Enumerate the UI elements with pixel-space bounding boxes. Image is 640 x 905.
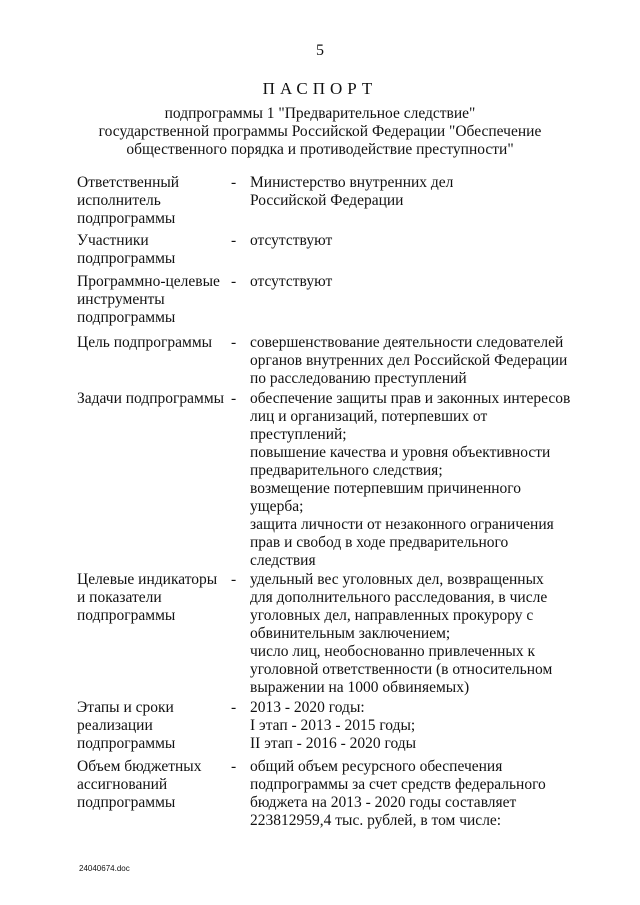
row-value (250, 571, 570, 697)
file-name-footer: 24040674.doc (79, 864, 130, 873)
row-value-line: общий объем ресурсного обеспечения (250, 758, 503, 775)
row-value-line: выражении на 1000 обвиняемых) (250, 679, 470, 696)
row-value-line: органов внутренних дел Российской Федерации (250, 352, 568, 369)
subtitle-line: государственной программы Российской Федерации "Обеспечение (98, 123, 542, 140)
row-label-line: подпрограммы (77, 210, 176, 227)
row-value-line: преступлений; (250, 426, 347, 443)
row-value-line: лиц и организаций, потерпевших от (250, 408, 488, 425)
row-label-line: Целевые индикаторы (77, 571, 218, 588)
row-label-line: Программно-целевые (77, 273, 220, 290)
row-value-line: ущерба; (250, 498, 304, 515)
row-label-line: Объем бюджетных (77, 758, 202, 775)
row-dash: - (231, 273, 237, 290)
row-dash: - (231, 232, 237, 249)
row-dash: - (231, 571, 237, 588)
row-value-line: 223812959,4 тыс. рублей, в том числе: (250, 812, 502, 829)
row-label-line: ассигнований (77, 776, 168, 793)
row-label-line: и показатели (77, 589, 162, 606)
subtitle-line: подпрограммы 1 "Предварительное следствие" (164, 105, 476, 122)
row-value (250, 758, 570, 830)
row-label-line: Задачи подпрограммы (77, 390, 225, 407)
row-value-line: обвинительным заключением; (250, 625, 451, 642)
row-value-line: повышение качества и уровня объективности (250, 444, 551, 461)
row-value (250, 174, 570, 210)
row-label (77, 174, 227, 228)
row-label-line: подпрограммы (77, 735, 176, 752)
row-value-line: следствия (250, 552, 316, 569)
row-label-line: Цель подпрограммы (77, 334, 213, 351)
row-label-line: подпрограммы (77, 607, 176, 624)
row-label (77, 273, 227, 327)
row-label-line: подпрограммы (77, 250, 176, 267)
row-value-line: Министерство внутренних дел (250, 174, 454, 191)
row-value (250, 334, 570, 388)
row-label (77, 571, 227, 625)
row-value-line: уголовной ответственности (в относительном (250, 661, 553, 678)
row-value-line: совершенствование деятельности следователей (250, 334, 564, 351)
document-subtitle (60, 105, 580, 159)
row-label-line: Ответственный (77, 174, 180, 191)
row-label-line: подпрограммы (77, 794, 176, 811)
row-value-line: защита личности от незаконного ограничения (250, 516, 554, 533)
row-label (77, 232, 227, 268)
row-label (77, 334, 227, 352)
row-value-line: предварительного следствия; (250, 462, 443, 479)
row-value-line: подпрограммы за счет средств федерального (250, 776, 546, 793)
row-value-line: отсутствуют (250, 232, 333, 249)
row-label (77, 758, 227, 812)
row-dash: - (231, 390, 237, 407)
row-value-line: по расследованию преступлений (250, 370, 467, 387)
row-value-line: для дополнительного расследования, в числе (250, 589, 548, 606)
row-value (250, 699, 570, 753)
row-dash: - (231, 758, 237, 775)
row-label (77, 390, 227, 408)
row-value-line: 2013 - 2020 годы: (250, 699, 365, 716)
row-value (250, 390, 570, 570)
row-value-line: Российской Федерации (250, 192, 404, 209)
row-dash: - (231, 174, 237, 191)
row-dash: - (231, 334, 237, 351)
row-value-line: число лиц, необоснованно привлеченных к (250, 643, 536, 660)
row-label-line: исполнитель (77, 192, 161, 209)
row-value-line: II этап - 2016 - 2020 годы (250, 735, 417, 752)
row-value-line: возмещение потерпевшим причиненного (250, 480, 522, 497)
row-value-line: отсутствуют (250, 273, 333, 290)
row-value-line: обеспечение защиты прав и законных интересов (250, 390, 571, 407)
row-dash: - (231, 699, 237, 716)
row-label-line: Этапы и сроки (77, 699, 174, 716)
subtitle-line: общественного порядка и противодействие преступности" (126, 141, 514, 158)
row-value-line: удельный вес уголовных дел, возвращенных (250, 571, 544, 588)
row-value (250, 232, 570, 250)
row-label-line: Участники (77, 232, 149, 249)
row-value-line: I этап - 2013 - 2015 годы; (250, 717, 416, 734)
document-title: ПАСПОРТ (262, 79, 378, 98)
row-value (250, 273, 570, 291)
row-label-line: инструменты (77, 291, 165, 308)
row-label-line: реализации (77, 717, 153, 734)
row-value-line: прав и свобод в ходе предварительного (250, 534, 509, 551)
row-label-line: подпрограммы (77, 309, 176, 326)
row-label (77, 699, 227, 753)
row-value-line: бюджета на 2013 - 2020 годы составляет (250, 794, 517, 811)
row-value-line: уголовных дел, направленных прокурору с (250, 607, 534, 624)
page-number: 5 (316, 42, 324, 59)
